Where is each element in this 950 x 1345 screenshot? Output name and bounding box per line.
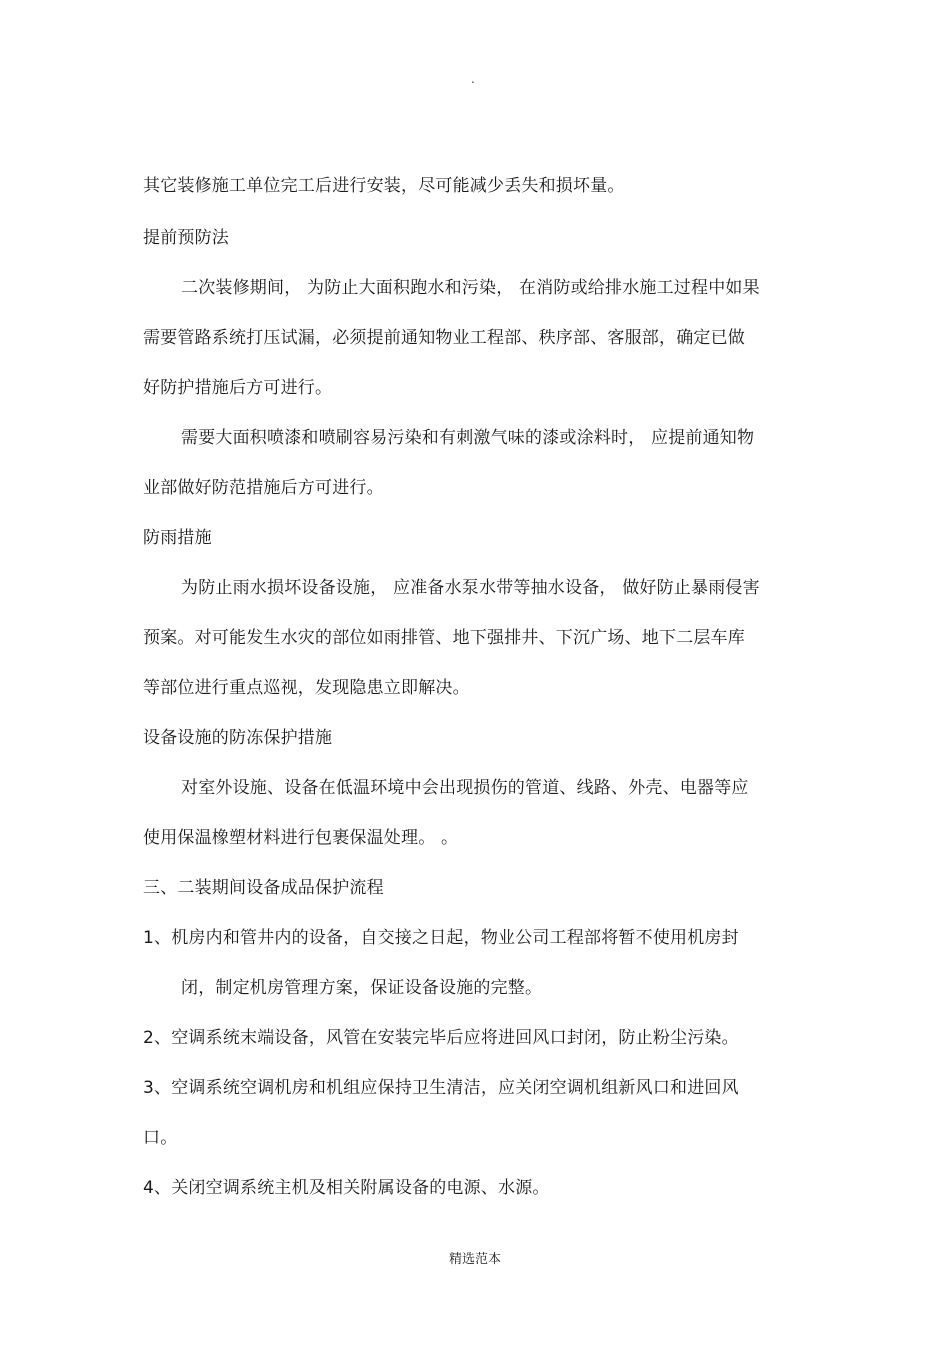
paragraph-line: 预案。对可能发生水灾的部位如雨排管、地下强排井、下沉广场、地下二层车库 <box>143 628 745 648</box>
paragraph-line: 等部位进行重点巡视，发现隐患立即解决。 <box>143 678 470 698</box>
paragraph-line: 使用保温橡塑材料进行包裹保温处理。 。 <box>143 828 459 848</box>
section-heading: 提前预防法 <box>143 228 229 248</box>
page-footer: 精选范本 <box>448 1252 501 1267</box>
paragraph-line: 需要管路系统打压试漏，必须提前通知物业工程部、秩序部、客服部，确定已做 <box>143 328 745 348</box>
paragraph-line: 业部做好防范措施后方可进行。 <box>143 478 384 498</box>
section-heading: 防雨措施 <box>143 528 212 548</box>
list-item-continuation: 闭，制定机房管理方案，保证设备设施的完整。 <box>181 978 543 998</box>
page-header-mark: . <box>471 72 475 86</box>
paragraph-line: 对室外设施、设备在低温环境中会出现损伤的管道、线路、外壳、电器等应 <box>181 778 749 798</box>
list-item: 3、空调系统空调机房和机组应保持卫生清洁，应关闭空调机组新风口和进回风 <box>143 1078 739 1098</box>
list-item: 2、空调系统末端设备，风管在安装完毕后应将进回风口封闭，防止粉尘污染。 <box>143 1028 739 1048</box>
paragraph-line: 需要大面积喷漆和喷刷容易污染和有刺激气味的漆或涂料时， 应提前通知物 <box>181 428 755 448</box>
list-item: 1、机房内和管井内的设备，自交接之日起，物业公司工程部将暂不使用机房封 <box>143 928 739 948</box>
list-item: 4、关闭空调系统主机及相关附属设备的电源、水源。 <box>143 1178 550 1198</box>
section-heading: 三、二装期间设备成品保护流程 <box>143 878 384 898</box>
paragraph-line: 为防止雨水损坏设备设施， 应准备水泵水带等抽水设备， 做好防止暴雨侵害 <box>181 578 760 598</box>
paragraph-line: 其它装修施工单位完工后进行安装，尽可能减少丢失和损坏量。 <box>143 176 625 196</box>
list-item-continuation: 口。 <box>143 1128 178 1148</box>
paragraph-line: 好防护措施后方可进行。 <box>143 378 333 398</box>
section-heading: 设备设施的防冻保护措施 <box>143 728 333 748</box>
paragraph-line: 二次装修期间， 为防止大面积跑水和污染， 在消防或给排水施工过程中如果 <box>181 278 760 298</box>
